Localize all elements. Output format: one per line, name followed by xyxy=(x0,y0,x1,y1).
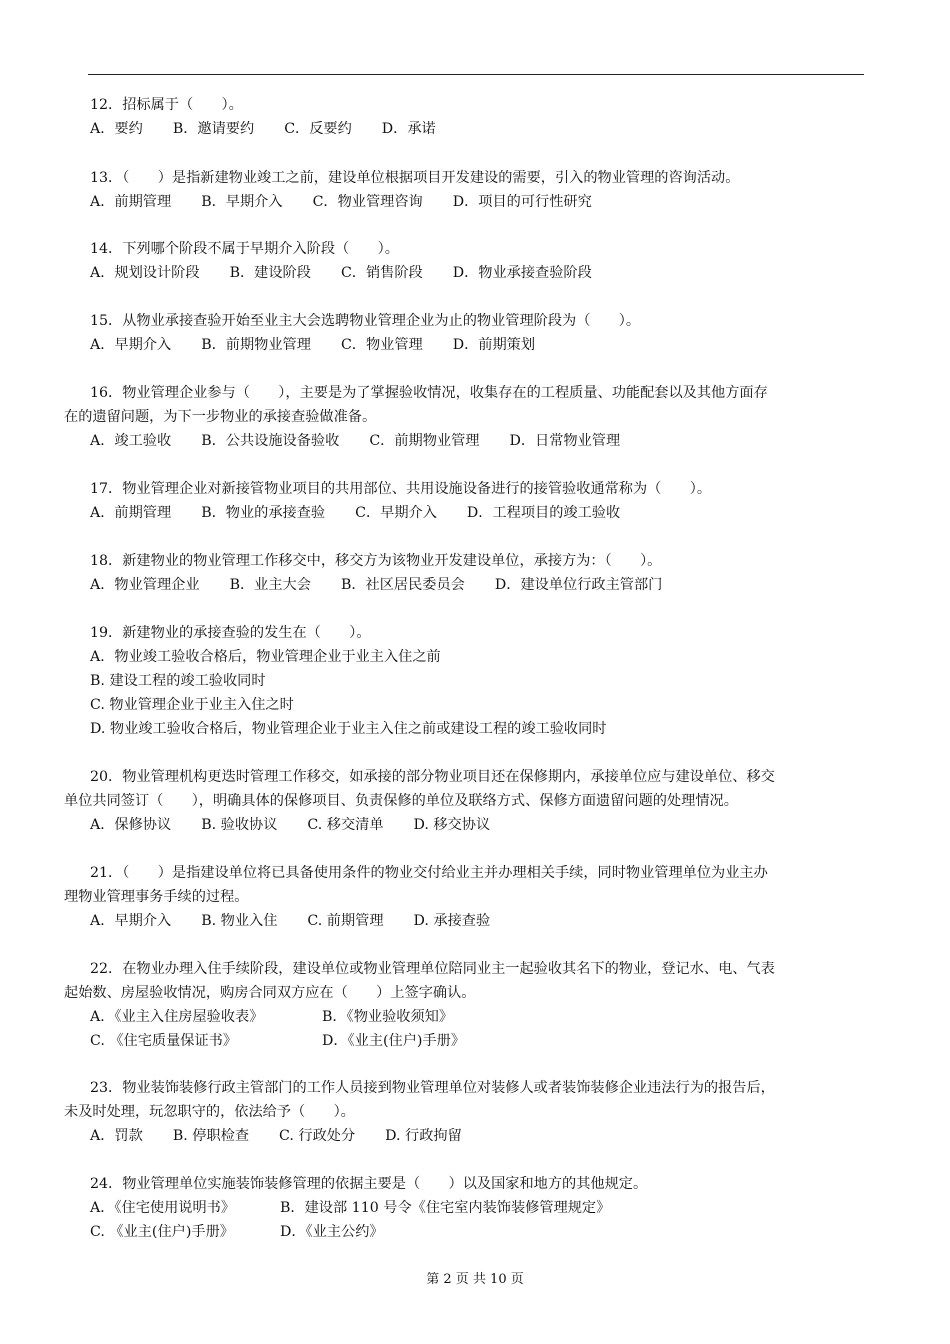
question-24 xyxy=(64,1172,864,1244)
question-stem xyxy=(64,309,864,333)
question-stem xyxy=(64,549,864,573)
question-15 xyxy=(64,309,864,357)
options-row xyxy=(64,261,864,285)
stem-line: 22．在物业办理入住手续阶段，建设单位或物业管理单位陪同业主一起验收其名下的物业，登记水、电、气表 xyxy=(90,961,775,977)
option-b: B．《物业验收须知》 xyxy=(322,1009,454,1025)
stem-line: 20．物业管理机构更迭时管理工作移交，如承接的部分物业项目还在保修期内，承接单位应与建设单位、移交 xyxy=(90,769,775,785)
question-21 xyxy=(64,861,864,933)
question-23 xyxy=(64,1076,864,1148)
stem-line: 未及时处理，玩忽职守的，依法给予（ ）。 xyxy=(64,1104,355,1120)
option-c: C. 前期管理 xyxy=(307,913,384,929)
stem-line: 18．新建物业的物业管理工作移交中，移交方为该物业开发建设单位，承接方为：（ ）。 xyxy=(90,553,662,569)
option-a: A．早期介入 xyxy=(90,913,172,929)
stem-line: 在的遗留问题，为下一步物业的承接查验做准备。 xyxy=(64,409,377,425)
option-d: D．前期策划 xyxy=(452,337,536,353)
options-row xyxy=(64,117,864,141)
option-a: A．前期管理 xyxy=(90,194,172,210)
option-a: A．竣工验收 xyxy=(90,433,172,449)
option-c: C．反要约 xyxy=(284,121,352,137)
options-row xyxy=(64,1029,864,1053)
options-row xyxy=(64,501,864,525)
option-a: A．规划设计阶段 xyxy=(90,265,200,281)
option-b: B．业主大会 xyxy=(229,577,311,593)
option-b: B．前期物业管理 xyxy=(201,337,311,353)
option-c: C. 《业主(住户)手册》 xyxy=(90,1224,234,1240)
options-row xyxy=(64,909,864,933)
question-stem xyxy=(64,1076,864,1124)
options-row xyxy=(64,1220,864,1244)
question-22 xyxy=(64,957,864,1053)
option-a: A．前期管理 xyxy=(90,505,172,521)
option-d: D．日常物业管理 xyxy=(509,433,621,449)
option-d: D．建设单位行政主管部门 xyxy=(494,577,663,593)
question-18 xyxy=(64,549,864,597)
option-d: D．《业主(住户)手册》 xyxy=(322,1033,466,1049)
options-row xyxy=(64,1124,864,1148)
question-stem xyxy=(64,861,864,909)
stem-line: 理物业管理事务手续的过程。 xyxy=(64,889,249,905)
option-b: B．公共设施设备验收 xyxy=(201,433,340,449)
option-b: B．建设阶段 xyxy=(229,265,311,281)
question-14 xyxy=(64,237,864,285)
question-stem xyxy=(64,166,864,190)
option-d: D. 物业竣工验收合格后，物业管理企业于业主入住之前或建设工程的竣工验收同时 xyxy=(90,721,607,737)
stem-line: 17．物业管理企业对新接管物业项目的共用部位、共用设施设备进行的接管验收通常称为（ ）。 xyxy=(90,481,712,497)
options-row xyxy=(64,333,864,357)
option-c: C. 物业管理企业于业主入住之时 xyxy=(90,697,294,713)
option-d: D．承诺 xyxy=(381,121,436,137)
question-stem xyxy=(64,477,864,501)
option-d: D．物业承接查验阶段 xyxy=(452,265,592,281)
question-12 xyxy=(64,93,864,141)
header-rule xyxy=(88,74,864,75)
stem-line: 24．物业管理单位实施装饰装修管理的依据主要是（ ）以及国家和地方的其他规定。 xyxy=(90,1176,648,1192)
stem-line: 起始数、房屋验收情况，购房合同双方应在（ ）上签字确认。 xyxy=(64,985,476,1001)
question-stem xyxy=(64,381,864,429)
option-b: B. 物业入住 xyxy=(201,913,278,929)
option-a: A．《业主入住房屋验收表》 xyxy=(90,1009,264,1025)
stem-line: 16．物业管理企业参与（ ），主要是为了掌握验收情况，收集存在的工程质量、功能配套以及其他方面存 xyxy=(90,385,768,401)
option-c: C．前期物业管理 xyxy=(369,433,480,449)
option-d: D．项目的可行性研究 xyxy=(452,194,592,210)
question-13 xyxy=(64,166,864,214)
stem-line: 单位共同签订（ ），明确具体的保修项目、负责保修的单位及联络方式、保修方面遗留问题的处理情况。 xyxy=(64,793,738,809)
option-d: D．工程项目的竣工验收 xyxy=(466,505,621,521)
option-a: A．罚款 xyxy=(90,1128,143,1144)
stem-line: 13．（ ）是指新建物业竣工之前，建设单位根据项目开发建设的需要，引入的物业管理的咨询活动。 xyxy=(90,170,740,186)
stem-line: 23．物业装饰装修行政主管部门的工作人员接到物业管理单位对装修人或者装饰装修企业违法行为的报告后， xyxy=(90,1080,775,1096)
question-stem xyxy=(64,237,864,261)
option-b: B. 验收协议 xyxy=(201,817,278,833)
option-a: A．要约 xyxy=(90,121,143,137)
option-a: A．保修协议 xyxy=(90,817,172,833)
option-c: C. 行政处分 xyxy=(279,1128,356,1144)
option-d: D. 移交协议 xyxy=(413,817,491,833)
options-row xyxy=(64,190,864,214)
option-d: D. 行政拘留 xyxy=(385,1128,462,1144)
options-row xyxy=(64,813,864,837)
option-c: C．早期介入 xyxy=(355,505,437,521)
option-a: A．物业竣工验收合格后，物业管理企业于业主入住之前 xyxy=(90,649,441,665)
option-a: A．《住宅使用说明书》 xyxy=(90,1200,236,1216)
option-b: B．建设部 110 号令《住宅室内装饰装修管理规定》 xyxy=(280,1200,611,1216)
options-row xyxy=(64,429,864,453)
option-b: B．物业的承接查验 xyxy=(201,505,326,521)
question-stem xyxy=(64,621,864,645)
options-row xyxy=(64,573,864,597)
question-19 xyxy=(64,621,864,741)
stem-line: 19．新建物业的承接查验的发生在（ ）。 xyxy=(90,625,371,641)
question-17 xyxy=(64,477,864,525)
question-16 xyxy=(64,381,864,453)
question-stem xyxy=(64,957,864,1005)
option-b: B. 停职检查 xyxy=(172,1128,250,1144)
option-c: B．社区居民委员会 xyxy=(340,577,465,593)
option-c: C．物业管理咨询 xyxy=(312,194,423,210)
stem-line: 15．从物业承接查验开始至业主大会选聘物业管理企业为止的物业管理阶段为（ ）。 xyxy=(90,313,641,329)
option-c: C．销售阶段 xyxy=(340,265,423,281)
option-d: D．《业主公约》 xyxy=(280,1224,384,1240)
stem-line: 14．下列哪个阶段不属于早期介入阶段（ ）。 xyxy=(90,241,399,257)
question-stem xyxy=(64,765,864,813)
option-a: A．早期介入 xyxy=(90,337,172,353)
option-b: B. 建设工程的竣工验收同时 xyxy=(90,673,266,689)
question-stem xyxy=(64,93,864,117)
option-d: D. 承接查验 xyxy=(413,913,491,929)
option-c: C．物业管理 xyxy=(340,337,423,353)
options-row xyxy=(64,1005,864,1029)
option-c: C. 移交清单 xyxy=(307,817,384,833)
option-c: C. 《住宅质量保证书》 xyxy=(90,1033,238,1049)
question-stem xyxy=(64,1172,864,1196)
options-row xyxy=(64,1196,864,1220)
option-b: B．邀请要约 xyxy=(172,121,255,137)
stem-line: 21．（ ）是指建设单位将已具备使用条件的物业交付给业主并办理相关手续，同时物业管理单位为业主办 xyxy=(90,865,768,881)
stem-line: 12．招标属于（ ）。 xyxy=(90,97,243,113)
option-a: A．物业管理企业 xyxy=(90,577,200,593)
page-number-footer: 第 2 页 共 10 页 xyxy=(426,1272,524,1287)
question-20 xyxy=(64,765,864,837)
option-b: B．早期介入 xyxy=(201,194,283,210)
